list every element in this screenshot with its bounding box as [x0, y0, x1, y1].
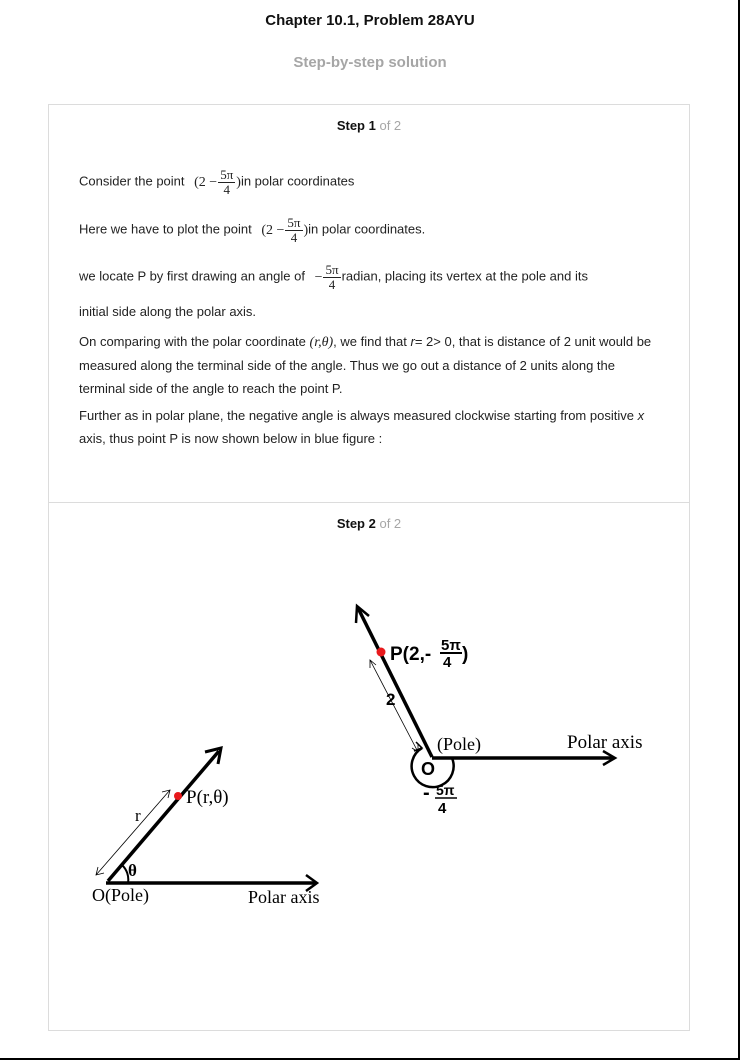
right-figure	[356, 606, 642, 817]
left-figure	[92, 748, 320, 907]
p4-text-c: = 2> 0, that is distance of 2 unit would be measured along the terminal side of the angle. Thus we go out a distance of 2 units along the terminal side of the angle to reach the point P.	[79, 334, 652, 396]
p5-x-variable: x	[637, 408, 645, 423]
p3-text-b: radian, placing its vertex at the pole and its	[341, 268, 588, 284]
p2-expr-pre: (2 −	[261, 222, 285, 238]
left-point-p	[174, 792, 182, 800]
right-point-frac-den: 4	[443, 654, 452, 671]
step-1-count: of 2	[379, 118, 402, 133]
p4-r-variable: r	[410, 334, 415, 349]
right-point-p	[377, 648, 386, 657]
step-2-label: Step 2	[336, 516, 376, 531]
right-pole-label: (Pole)	[437, 734, 481, 754]
p4-text-b: , we find that	[333, 334, 407, 349]
left-terminal-ray	[108, 751, 219, 881]
p1-expr-post: )	[236, 174, 241, 190]
p2-frac-den: 4	[290, 230, 298, 245]
p2-text-b: in polar coordinates.	[308, 221, 426, 237]
p5-text-a: Further as in polar plane, the negative angle is always measured clockwise starting from positive	[79, 408, 634, 423]
p4-text-a: On comparing with the polar coordinate	[79, 334, 306, 349]
p3-frac-den: 4	[328, 277, 336, 292]
right-terminal-ray	[358, 608, 432, 757]
left-origin-label: O(Pole)	[92, 885, 149, 905]
p1-text-a: Consider the point	[79, 173, 185, 189]
p1-text-b: in polar coordinates	[240, 173, 355, 189]
right-point-frac-num: 5π	[441, 637, 461, 654]
right-angle-frac-num: 5π	[436, 782, 455, 798]
right-origin-letter: O	[421, 759, 436, 779]
p2-expr-post: )	[303, 222, 309, 238]
p1-frac-num: 5π	[220, 167, 234, 182]
right-point-label-post: )	[462, 644, 469, 665]
step-1-label: Step 1	[336, 118, 376, 133]
p3-expr-pre: −	[314, 269, 323, 285]
page-title: Chapter 10.1, Problem 28AYU	[265, 12, 475, 29]
p1-frac-den: 4	[223, 182, 230, 197]
left-r-label: r	[135, 806, 141, 825]
solution-subtitle: Step-by-step solution	[293, 54, 447, 71]
step-2-count: of 2	[379, 516, 402, 531]
right-point-label-pre: P(2,-	[390, 644, 432, 665]
p2-text-a: Here we have to plot the point	[79, 221, 252, 237]
left-point-label: P(r,θ)	[186, 787, 229, 808]
p3-text-a: we locate P by first drawing an angle of	[79, 268, 305, 284]
left-axis-label: Polar axis	[248, 887, 320, 907]
p3-text-c: initial side along the polar axis.	[79, 304, 257, 319]
right-axis-label: Polar axis	[567, 732, 643, 753]
right-distance-label: 2	[386, 690, 396, 709]
p1-expr-pre: (2 −	[194, 174, 218, 190]
left-theta-label: θ	[128, 861, 137, 880]
p2-frac-num: 5π	[287, 215, 301, 230]
right-distance-arrow-start	[370, 660, 376, 668]
p3-frac-num: 5π	[325, 262, 339, 277]
right-angle-frac-den: 4	[438, 800, 447, 817]
right-angle-sign: -	[423, 782, 430, 804]
p4-expression: (r,θ)	[309, 335, 334, 350]
p5-text-b: axis, thus point P is now shown below in blue figure :	[79, 431, 383, 446]
